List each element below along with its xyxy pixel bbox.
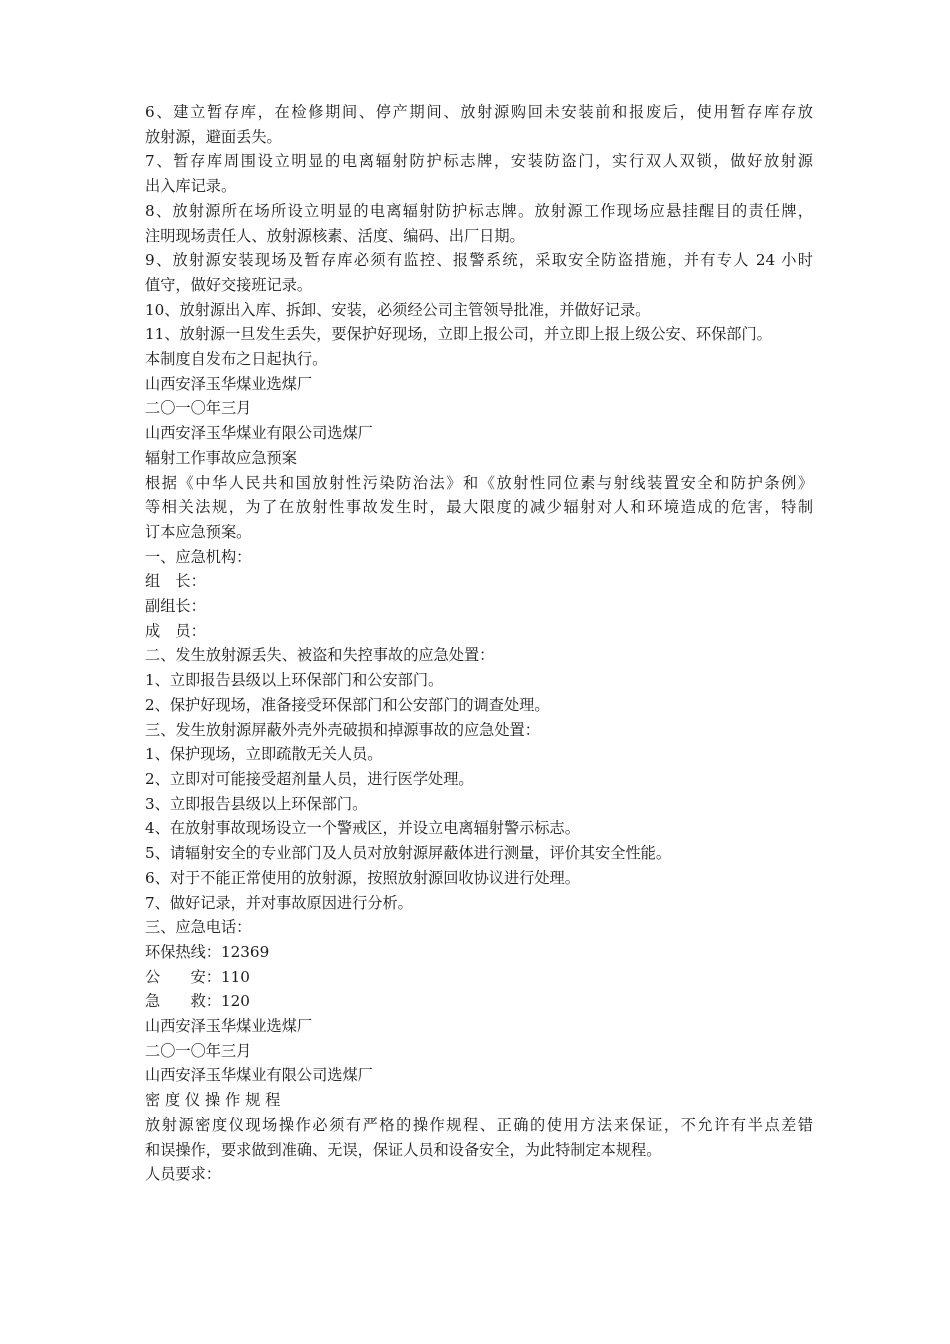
text-line: 1、保护现场，立即疏散无关人员。: [145, 745, 383, 764]
text-line: 7、暂存库周围设立明显的电离辐射防护标志牌，安装防盗门，实行双人双锁，做好放射源: [145, 152, 813, 171]
text-line: 副组长：: [145, 597, 206, 616]
text-line: 6、对于不能正常使用的放射源，按照放射源回收协议进行处理。: [145, 868, 580, 887]
text-line: 山西安泽玉华煤业有限公司选煤厂: [145, 424, 373, 443]
text-line: 2、保护好现场，准备接受环保部门和公安部门的调查处理。: [145, 695, 550, 714]
text-line: 9、放射源安装现场及暂存库必须有监控、报警系统，采取安全防盗措施，并有专人 24 小时: [145, 251, 813, 270]
text-line: 三、发生放射源屏蔽外壳外壳破损和掉源事故的应急处置：: [145, 720, 540, 739]
text-line: 放射源密度仪现场操作必须有严格的操作规程、正确的使用方法来保证，不允许有半点差错: [145, 1115, 813, 1134]
text-line: 11、放射源一旦发生丢失，要保护好现场，立即上报公司，并立即上报上级公安、环保部门。: [145, 325, 772, 344]
text-line: 公 安：110: [145, 967, 250, 986]
text-line: 注明现场责任人、放射源核素、活度、编码、出厂日期。: [145, 226, 525, 245]
text-line: 山西安泽玉华煤业选煤厂: [145, 1017, 313, 1036]
text-line: 辐射工作事故应急预案: [145, 448, 297, 467]
text-line: 密 度 仪 操 作 规 程: [145, 1091, 281, 1110]
text-line: 等相关法规，为了在放射性事故发生时，最大限度的减少辐射对人和环境造成的危害，特制: [145, 498, 813, 517]
text-line: 放射源，避面丢失。: [145, 127, 282, 146]
text-line: 3、立即报告县级以上环保部门。: [145, 794, 368, 813]
document-page: [145, 100, 813, 1187]
text-line: 一、应急机构：: [145, 547, 252, 566]
text-line: 值守，做好交接班记录。: [145, 275, 313, 294]
text-line: 1、立即报告县级以上环保部门和公安部门。: [145, 671, 444, 690]
text-line: 三、应急电话：: [145, 918, 252, 937]
text-line: 二〇一〇年三月: [145, 399, 252, 418]
text-line: 10、放射源出入库、拆卸、安装，必须经公司主管领导批准，并做好记录。: [145, 300, 651, 319]
text-line: 4、在放射事故现场设立一个警戒区，并设立电离辐射警示标志。: [145, 819, 580, 838]
text-line: 6、建立暂存库，在检修期间、停产期间、放射源购回未安装前和报废后，使用暂存库存放: [145, 103, 813, 121]
text-line: 8、放射源所在场所设立明显的电离辐射防护标志牌。放射源工作现场应悬挂醒目的责任牌，: [145, 201, 813, 220]
text-line: 山西安泽玉华煤业有限公司选煤厂: [145, 1066, 373, 1085]
text-line: 出入库记录。: [145, 177, 237, 196]
text-line: 订本应急预案。: [145, 522, 252, 541]
text-line: 急 救：120: [145, 992, 250, 1011]
text-line: 根据《中华人民共和国放射性污染防治法》和《放射性同位素与射线装置安全和防护条例》: [145, 473, 813, 492]
text-line: 和误操作，要求做到准确、无误，保证人员和设备安全，为此特制定本规程。: [145, 1140, 662, 1159]
text-line: 山西安泽玉华煤业选煤厂: [145, 374, 313, 393]
text-line: 7、做好记录，并对事故原因进行分析。: [145, 893, 413, 912]
text-line: 环保热线：12369: [145, 942, 270, 961]
text-line: 2、立即对可能接受超剂量人员，进行医学处理。: [145, 769, 474, 788]
text-line: 本制度自发布之日起执行。: [145, 350, 328, 369]
text-line: 组 长：: [145, 572, 206, 591]
text-line: 成 员：: [145, 621, 206, 640]
text-line: 二、发生放射源丢失、被盗和失控事故的应急处置：: [145, 646, 495, 665]
text-line: 二〇一〇年三月: [145, 1041, 252, 1060]
text-line: 5、请辐射安全的专业部门及人员对放射源屏蔽体进行测量，评价其安全性能。: [145, 844, 672, 863]
text-line: 人员要求：: [145, 1165, 221, 1184]
